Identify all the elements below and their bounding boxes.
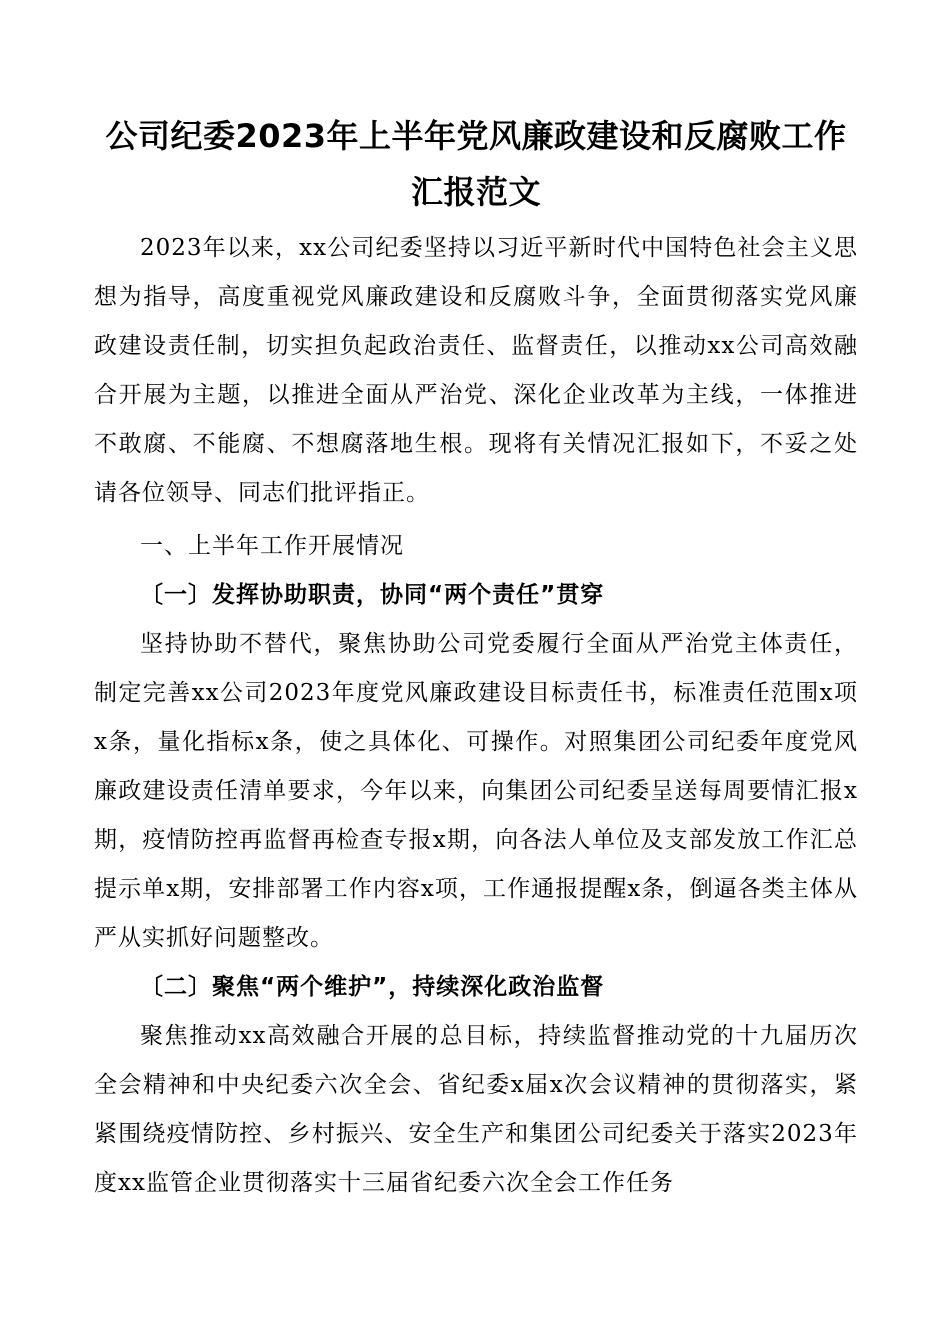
- document-page: [94, 108, 858, 1208]
- intro-paragraph: 2023年以来，xx公司纪委坚持以习近平新时代中国特色社会主义思想为指导，高度重视党风廉政建设和反腐败斗争，全面贯彻落实党风廉政建设责任制，切实担负起政治责任、监督责任，以推动xx公司高效融合开展为主题，以推进全面从严治党、深化企业改革为主线，一体推进不敢腐、不能腐、不想腐落地生根。现将有关情况汇报如下，不妥之处请各位领导、同志们批评指正。: [94, 235, 858, 506]
- section-1-heading: 一、上半年工作开展情况: [140, 533, 404, 559]
- subsection-1-body: 坚持协助不替代，聚焦协助公司党委履行全面从严治党主体责任，制定完善xx公司2023年度党风廉政建设目标责任书，标准责任范围x项x条，量化指标x条，使之具体化、可操作。对照集团公司纪委年度党风廉政建设责任清单要求，今年以来，向集团公司纪委呈送每周要情汇报x期，疫情防控再监督再检查专报x期，向各法人单位及支部发放工作汇总提示单x期，安排部署工作内容x项，工作通报提醒x条，倒逼各类主体从严从实抓好问题整改。: [94, 631, 858, 951]
- subsection-1-heading: 〔一〕发挥协助职责，协同“两个责任”贯穿: [140, 582, 605, 608]
- subsection-2-heading: 〔二〕聚焦“两个维护”，持续深化政治监督: [140, 974, 605, 1000]
- document-title: 公司纪委2023年上半年党风廉政建设和反腐败工作汇报范文: [105, 117, 847, 211]
- subsection-2-body: 聚焦推动xx高效融合开展的总目标，持续监督推动党的十九届历次全会精神和中央纪委六次全会、省纪委x届x次会议精神的贯彻落实，紧紧围绕疫情防控、乡村振兴、安全生产和集团公司纪委关于落实2023年度xx监管企业贯彻落实十三届省纪委六次全会工作任务: [94, 1023, 858, 1196]
